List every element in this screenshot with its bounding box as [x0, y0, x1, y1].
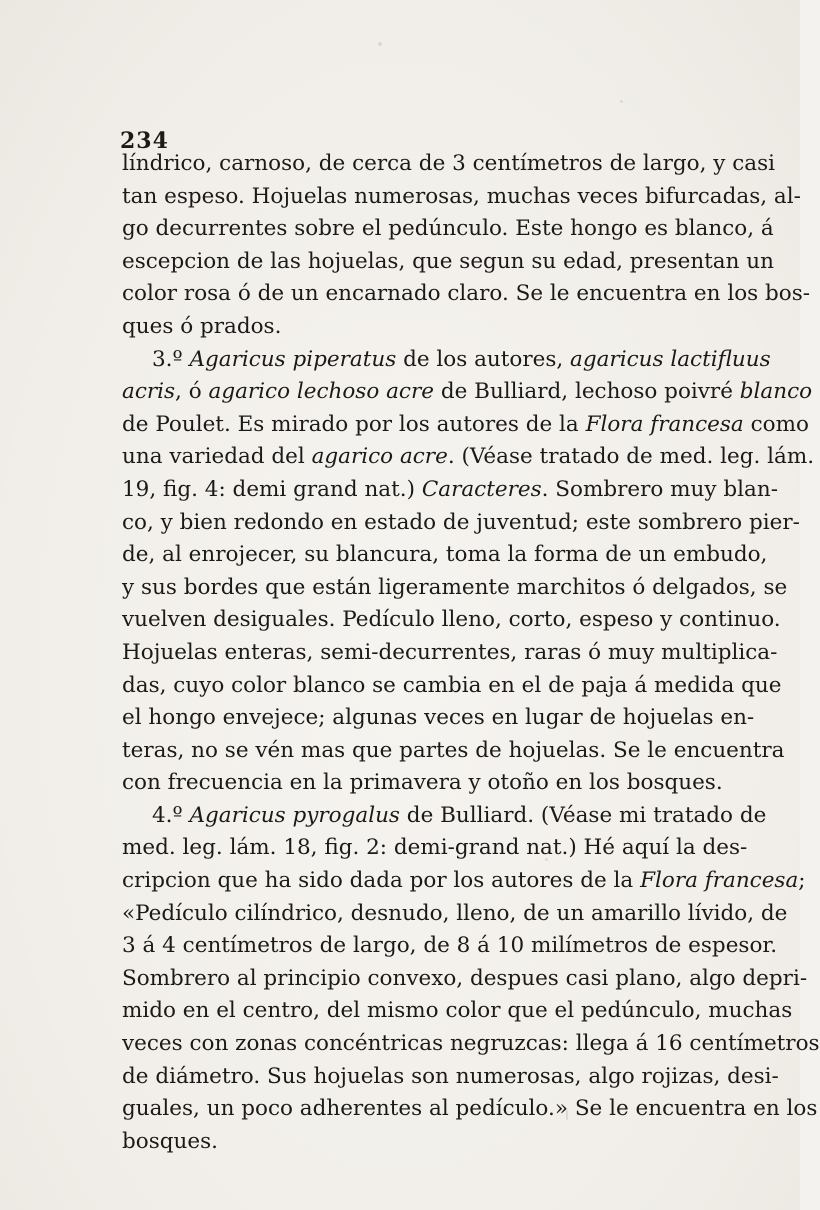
- italic-text-segment: agarico lechoso acre: [208, 379, 434, 405]
- text-segment: y sus bordes que están ligeramente marchitos ó delgados, se: [122, 574, 788, 600]
- text-line: [122, 1093, 818, 1126]
- text-line: [122, 1061, 779, 1094]
- page-number: 234: [120, 128, 169, 154]
- text-segment: de diámetro. Sus hojuelas son numerosas, algo rojizas, desi-: [122, 1063, 779, 1089]
- text-line: [122, 832, 748, 865]
- text-line: [122, 735, 785, 768]
- text-segment: co, y bien redondo en estado de juventud; este sombrero pier-: [122, 509, 800, 535]
- text-line: [122, 898, 788, 931]
- text-line: [122, 181, 801, 214]
- paper-speck: [378, 42, 382, 46]
- italic-text-segment: Flora francesa: [585, 411, 744, 437]
- italic-text-segment: blanco: [739, 379, 813, 405]
- text-segment: 3.º: [152, 346, 190, 372]
- text-segment: 19, fig. 4: demi grand nat.): [122, 476, 422, 502]
- text-segment: como: [743, 411, 809, 437]
- text-line: [122, 148, 776, 181]
- text-segment: go decurrentes sobre el pedúnculo. Este hongo es blanco, á: [122, 216, 774, 242]
- text-segment: de Bulliard, lechoso poivré: [433, 379, 740, 405]
- text-segment: escepcion de las hojuelas, que segun su edad, presentan un: [122, 248, 775, 274]
- text-segment: color rosa ó de un encarnado claro. Se le encuentra en los bos-: [122, 281, 811, 307]
- text-segment: con frecuencia en la primavera y otoño en los bosques.: [122, 770, 723, 796]
- text-segment: de Poulet. Es mirado por los autores de la: [122, 411, 586, 437]
- text-segment: de los autores,: [396, 346, 571, 372]
- text-line: [122, 1028, 820, 1061]
- text-segment: med. leg. lám. 18, fig. 2: demi-grand nat.) Hé aquí la des-: [122, 835, 748, 861]
- body-text: [122, 148, 820, 1158]
- text-line: [122, 800, 767, 833]
- text-line: [122, 670, 782, 703]
- text-line: [122, 767, 723, 800]
- text-segment: bosques.: [122, 1128, 218, 1154]
- text-segment: ;: [798, 868, 806, 894]
- text-line: [122, 441, 815, 474]
- text-line: [122, 507, 800, 540]
- text-segment: Hojuelas enteras, semi-decurrentes, raras ó muy multiplica-: [122, 639, 778, 665]
- text-segment: . (Véase tratado de med. leg. lám.: [447, 444, 815, 470]
- text-segment: líndrico, carnoso, de cerca de 3 centímetros de largo, y casi: [122, 151, 776, 176]
- text-line: [122, 702, 755, 735]
- italic-text-segment: Caracteres: [421, 476, 542, 502]
- paper-speck: [566, 1110, 568, 1120]
- italic-text-segment: Agaricus pyrogalus: [189, 802, 400, 828]
- text-line: [122, 278, 811, 311]
- text-segment: guales, un poco adherentes al pedículo.» Se le encuentra en los: [122, 1096, 818, 1122]
- text-line: [122, 539, 768, 572]
- text-segment: ques ó prados.: [122, 313, 282, 339]
- text-line: [122, 930, 778, 963]
- italic-text-segment: acris: [122, 379, 176, 405]
- text-line: [122, 995, 793, 1028]
- text-segment: , ó: [175, 379, 209, 405]
- text-segment: . Sombrero muy blan-: [541, 476, 778, 502]
- text-segment: Sombrero al principio convexo, despues casi plano, algo depri-: [122, 965, 808, 991]
- italic-text-segment: agarico acre: [311, 444, 448, 470]
- text-line: [122, 572, 788, 605]
- text-segment: veces con zonas concéntricas negruzcas: llega á 16 centímetros: [122, 1031, 820, 1057]
- text-line: [122, 1126, 690, 1159]
- text-segment: «Pedículo cilíndrico, desnudo, lleno, de un amarillo lívido, de: [122, 900, 788, 926]
- text-line: [122, 474, 778, 507]
- text-line: [122, 376, 813, 409]
- text-segment: 3 á 4 centímetros de largo, de 8 á 10 milímetros de espesor.: [122, 933, 778, 959]
- text-segment: el hongo envejece; algunas veces en lugar de hojuelas en-: [122, 705, 755, 731]
- text-line: [122, 865, 806, 898]
- text-line: [122, 963, 808, 996]
- text-segment: vuelven desiguales. Pedículo lleno, corto, espeso y continuo.: [122, 607, 781, 633]
- text-segment: de Bulliard. (Véase mi tratado de: [399, 802, 767, 828]
- paper-speck: [545, 858, 548, 861]
- text-line: [122, 604, 781, 637]
- italic-text-segment: Agaricus piperatus: [189, 346, 397, 372]
- text-segment: mido en el centro, del mismo color que el pedúnculo, muchas: [122, 998, 793, 1024]
- text-segment: una variedad del: [122, 444, 312, 470]
- text-line: [122, 311, 690, 344]
- text-segment: de, al enrojecer, su blancura, toma la forma de un embudo,: [122, 542, 768, 568]
- italic-text-segment: Flora francesa: [640, 868, 799, 894]
- text-segment: cripcion que ha sido dada por los autores de la: [122, 868, 641, 894]
- italic-text-segment: agaricus lactifluus: [570, 346, 771, 372]
- text-line: [122, 409, 809, 442]
- text-line: [122, 637, 778, 670]
- text-line: [122, 344, 771, 377]
- text-segment: 4.º: [152, 802, 190, 828]
- text-segment: das, cuyo color blanco se cambia en el de paja á medida que: [122, 672, 782, 698]
- text-line: [122, 213, 774, 246]
- text-segment: tan espeso. Hojuelas numerosas, muchas veces bifurcadas, al-: [122, 183, 801, 209]
- text-line: [122, 246, 775, 279]
- paper-speck: [620, 100, 623, 103]
- text-segment: teras, no se vén mas que partes de hojuelas. Se le encuentra: [122, 737, 785, 763]
